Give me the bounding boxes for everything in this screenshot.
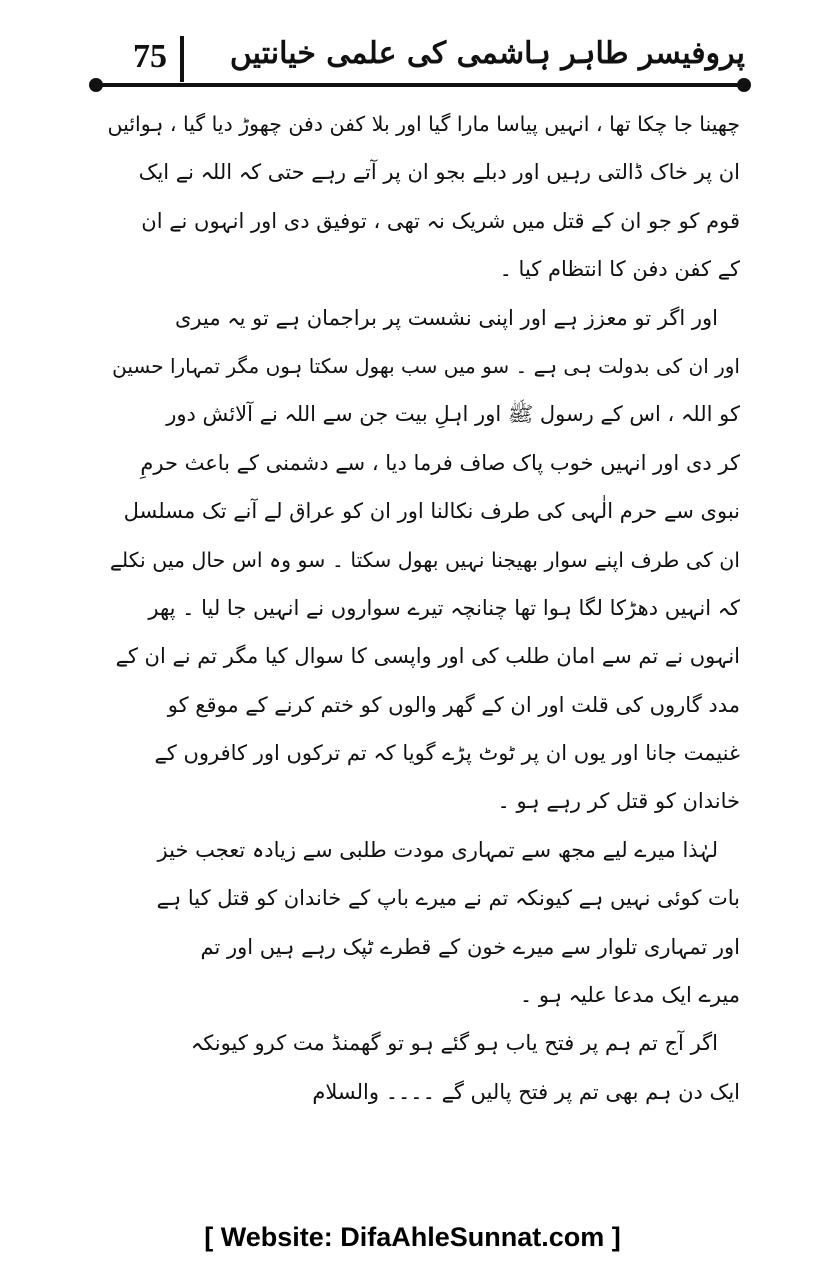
paragraph-start-line: اگر آج تم ہم پر فتح یاب ہو گئے ہو تو گھمنڈ مت کرو کیونکہ — [190, 1031, 718, 1056]
text-line: کہ انہیں دھڑکا لگا ہوا تھا چنانچہ تیرے سواروں نے انہیں جا لیا ۔ پھر — [148, 595, 740, 620]
rule-end-dot-left — [89, 78, 103, 92]
text-line: مدد گاروں کی قلت اور ان کے گھر والوں کو ختم کرنے کے موقع کو — [167, 692, 740, 717]
text-line: کو اللہ ، اس کے رسول ﷺ اور اہلِ بیت جن سے اللہ نے آلائش دور — [166, 402, 740, 427]
rule-end-dot-right — [737, 78, 751, 92]
text-line: بات کوئی نہیں ہے کیونکہ تم نے میرے باپ کے خاندان کو قتل کیا ہے — [156, 886, 740, 911]
text-line: اور تمہاری تلوار سے میرے خون کے قطرے ٹپک رہے ہیں اور تم — [200, 934, 740, 959]
text-line: ان پر خاک ڈالتی رہیں اور دبلے بجو ان پر آتے رہے حتی کہ اللہ نے ایک — [138, 160, 740, 185]
text-line: کے کفن دفن کا انتظام کیا ۔ — [499, 257, 740, 282]
page-header — [95, 30, 745, 95]
text-line: کر دی اور انہیں خوب پاک صاف فرما دیا ، سے دشمنی کے باعث حرمِ — [140, 450, 740, 475]
paragraph-start-line: لہٰذا میرے لیے مجھ سے تمہاری مودت طلبی سے زیادہ تعجب خیز — [157, 837, 718, 862]
page-number: 75 — [133, 38, 167, 75]
text-line: اور ان کی بدولت ہی ہے ۔ سو میں سب بھول سکتا ہوں مگر تمہارا حسین — [112, 353, 740, 378]
page-body — [108, 100, 740, 1116]
text-line: میرے ایک مدعا علیہ ہو ۔ — [519, 983, 740, 1008]
text-line: خاندان کو قتل کر رہے ہو ۔ — [497, 789, 740, 814]
text-line: نبوی سے حرم الٰہی کی طرف نکالنا اور ان کو عراق لے آنے تک مسلسل — [123, 499, 740, 524]
header-rule — [95, 83, 745, 87]
text-line: ایک دن ہم بھی تم پر فتح پالیں گے ۔۔۔۔ والسلام — [312, 1079, 740, 1104]
text-line: انہوں نے تم سے امان طلب کی اور واپسی کا سوال کیا مگر تم نے ان کے — [115, 644, 740, 669]
paragraph-start-line: اور اگر تو معزز ہے اور اپنی نشست پر براجمان ہے تو یہ میری — [175, 305, 718, 330]
book-title: پروفیسر طاہر ہاشمی کی علمی خیانتیں — [229, 36, 745, 71]
text-line: چھینا جا چکا تھا ، انہیں پیاسا مارا گیا اور بلا کفن دفن چھوڑ دیا گیا ، ہوائیں — [108, 112, 740, 136]
text-line: قوم کو جو ان کے قتل میں شریک نہ تھی ، توفیق دی اور انہوں نے ان — [141, 208, 740, 233]
website-footer: [ Website: DifaAhleSunnat.com ] — [204, 1222, 621, 1252]
text-line: ان کی طرف اپنے سوار بھیجنا نہیں بھول سکتا ۔ سو وہ اس حال میں نکلے — [109, 547, 740, 572]
header-divider — [180, 36, 184, 82]
text-line: غنیمت جانا اور یوں ان پر ٹوٹ پڑے گویا کہ تم ترکوں اور کافروں کے — [154, 741, 740, 766]
